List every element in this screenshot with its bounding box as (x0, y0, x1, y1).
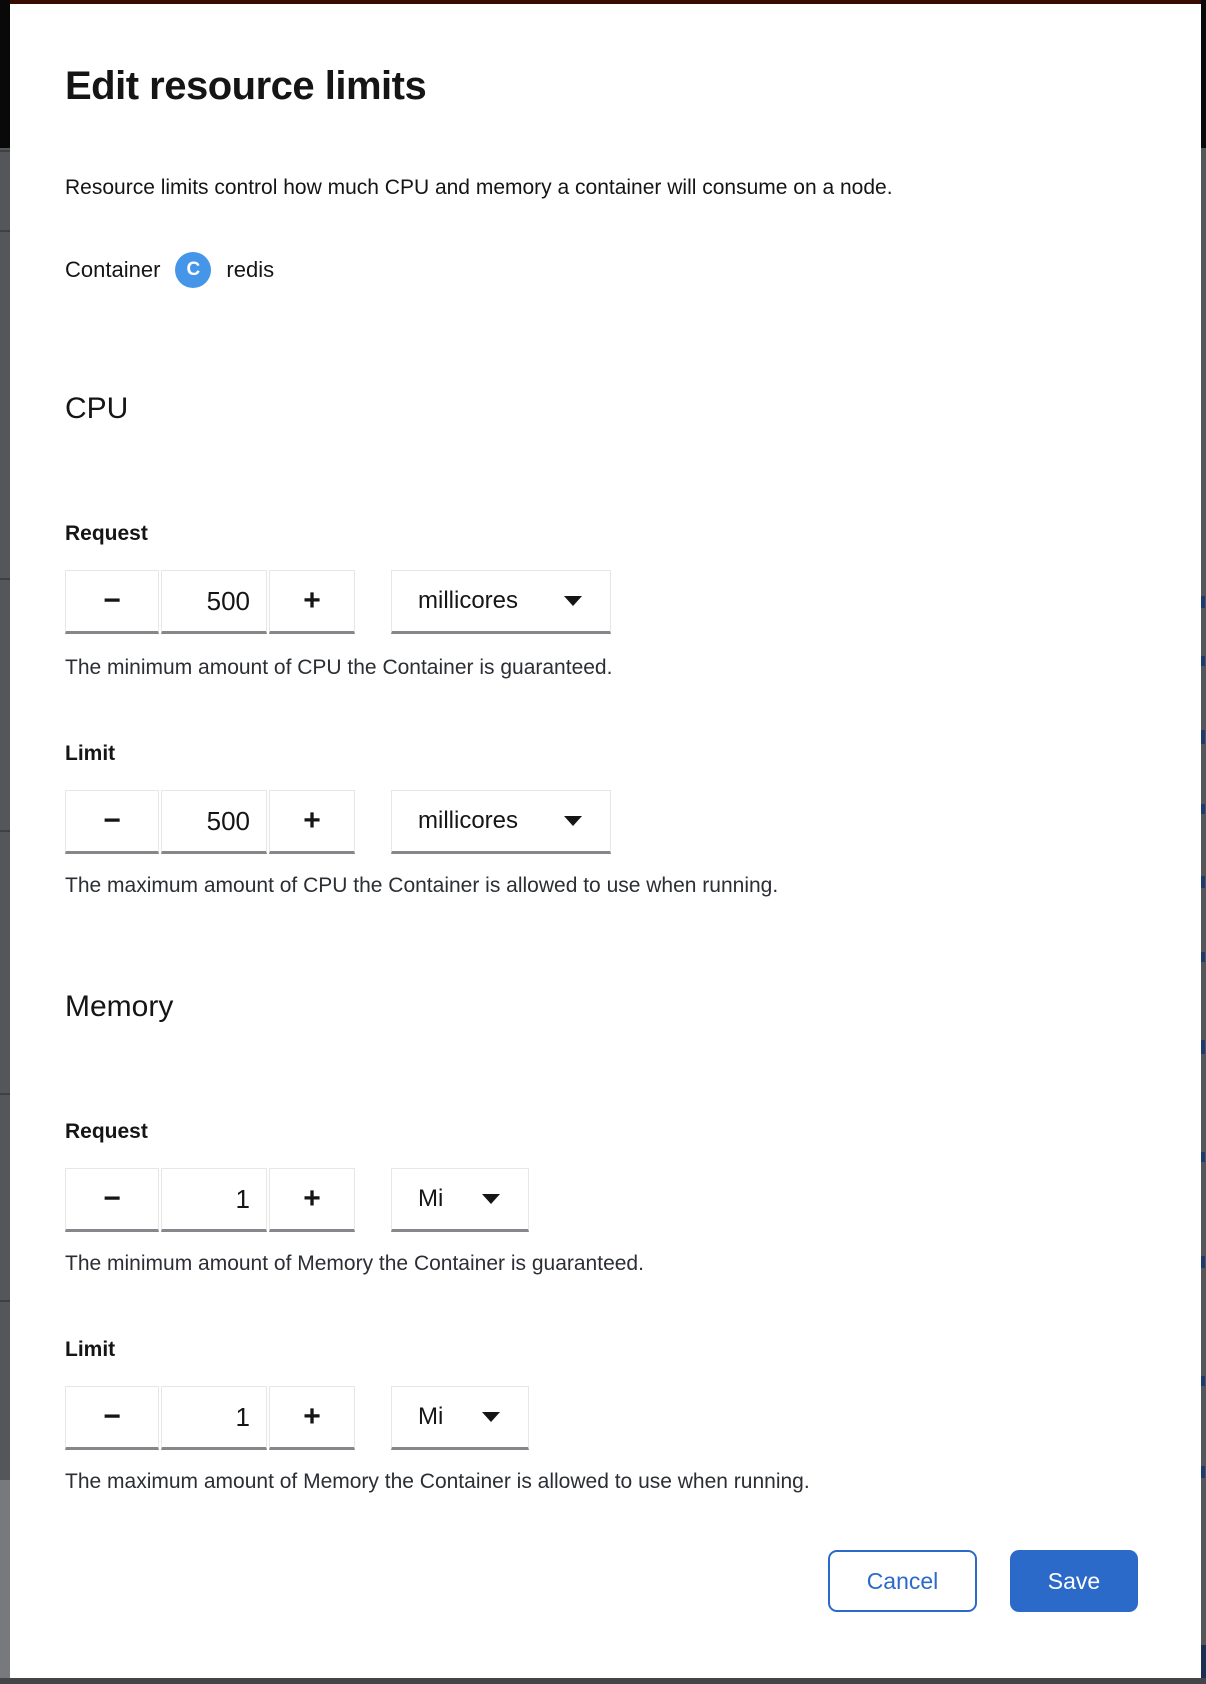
container-badge-icon: C (175, 252, 211, 288)
memory-limit-row (65, 1386, 444, 1450)
backdrop-corner-right (1201, 0, 1206, 148)
cpu-request-label: Request (65, 522, 148, 545)
cpu-limit-decrement-button[interactable]: − (65, 790, 159, 854)
modal-description: Resource limits control how much CPU and memory a container will consume on a node. (65, 176, 893, 199)
memory-limit-unit-value: Mi (418, 1403, 444, 1430)
section-heading-memory: Memory (65, 990, 174, 1023)
backdrop-text-fragment (1201, 1152, 1205, 1162)
memory-request-row (65, 1168, 444, 1232)
cpu-request-stepper (65, 570, 355, 634)
backdrop-text-fragment (1201, 952, 1205, 962)
cpu-limit-increment-button[interactable]: + (269, 790, 355, 854)
cpu-request-unit-value: millicores (418, 587, 519, 614)
memory-request-label: Request (65, 1120, 148, 1143)
container-label: Container (65, 257, 161, 282)
backdrop-light-segment (0, 1480, 10, 1678)
memory-request-stepper (65, 1168, 355, 1232)
save-button[interactable]: Save (1010, 1550, 1138, 1612)
cancel-button[interactable]: Cancel (828, 1550, 977, 1612)
backdrop-navy-block (1201, 1645, 1206, 1678)
backdrop-divider (0, 830, 10, 832)
cpu-request-value-input[interactable] (161, 570, 267, 634)
backdrop-left-strip (0, 4, 10, 1678)
cpu-limit-unit-value: millicores (418, 807, 519, 834)
backdrop-text-fragment (1201, 730, 1205, 744)
backdrop-divider (0, 1093, 10, 1095)
cpu-limit-row (65, 790, 519, 854)
memory-limit-label: Limit (65, 1338, 116, 1361)
memory-request-value-input[interactable] (161, 1168, 267, 1232)
memory-request-decrement-button[interactable]: − (65, 1168, 159, 1232)
backdrop-text-fragment (1201, 1466, 1205, 1478)
backdrop-bottom-strip (0, 1678, 1206, 1684)
container-name: redis (226, 257, 275, 282)
backdrop-text-fragment (1201, 804, 1205, 814)
memory-limit-unit-dropdown[interactable] (391, 1386, 529, 1450)
backdrop-text-fragment (1201, 876, 1205, 888)
modal-title: Edit resource limits (65, 64, 427, 108)
backdrop-text-fragment (1201, 656, 1205, 666)
backdrop-right-strip (1201, 4, 1206, 1678)
backdrop-divider (0, 1300, 10, 1302)
memory-limit-help-text: The maximum amount of Memory the Container is allowed to use when running. (65, 1470, 810, 1493)
container-row (65, 252, 274, 288)
section-heading-cpu: CPU (65, 392, 129, 425)
backdrop-text-fragment (1201, 1376, 1205, 1386)
cpu-limit-help-text: The maximum amount of CPU the Container is allowed to use when running. (65, 874, 779, 897)
backdrop-text-fragment (1201, 1256, 1205, 1268)
cpu-limit-unit-dropdown[interactable] (391, 790, 611, 854)
backdrop-corner-left (0, 0, 10, 148)
memory-limit-decrement-button[interactable]: − (65, 1386, 159, 1450)
memory-request-unit-dropdown[interactable] (391, 1168, 529, 1232)
cpu-request-decrement-button[interactable]: − (65, 570, 159, 634)
cpu-limit-value-input[interactable] (161, 790, 267, 854)
memory-request-increment-button[interactable]: + (269, 1168, 355, 1232)
memory-request-unit-value: Mi (418, 1185, 444, 1212)
memory-request-help-text: The minimum amount of Memory the Container is guaranteed. (65, 1252, 644, 1275)
backdrop-divider (0, 150, 10, 152)
cpu-limit-label: Limit (65, 742, 116, 765)
memory-limit-value-input[interactable] (161, 1386, 267, 1450)
backdrop-divider (0, 230, 10, 232)
caret-down-icon (482, 1194, 500, 1204)
backdrop-text-fragment (1201, 1040, 1205, 1054)
caret-down-icon (482, 1412, 500, 1422)
caret-down-icon (564, 816, 582, 826)
cpu-request-increment-button[interactable]: + (269, 570, 355, 634)
cpu-limit-stepper (65, 790, 355, 854)
memory-limit-increment-button[interactable]: + (269, 1386, 355, 1450)
cpu-request-help-text: The minimum amount of CPU the Container is guaranteed. (65, 656, 613, 679)
backdrop-divider (0, 578, 10, 580)
memory-limit-stepper (65, 1386, 355, 1450)
caret-down-icon (564, 596, 582, 606)
cpu-request-row (65, 570, 519, 634)
cpu-request-unit-dropdown[interactable] (391, 570, 611, 634)
edit-resource-limits-modal (10, 4, 1201, 1678)
backdrop-text-fragment (1201, 596, 1205, 608)
